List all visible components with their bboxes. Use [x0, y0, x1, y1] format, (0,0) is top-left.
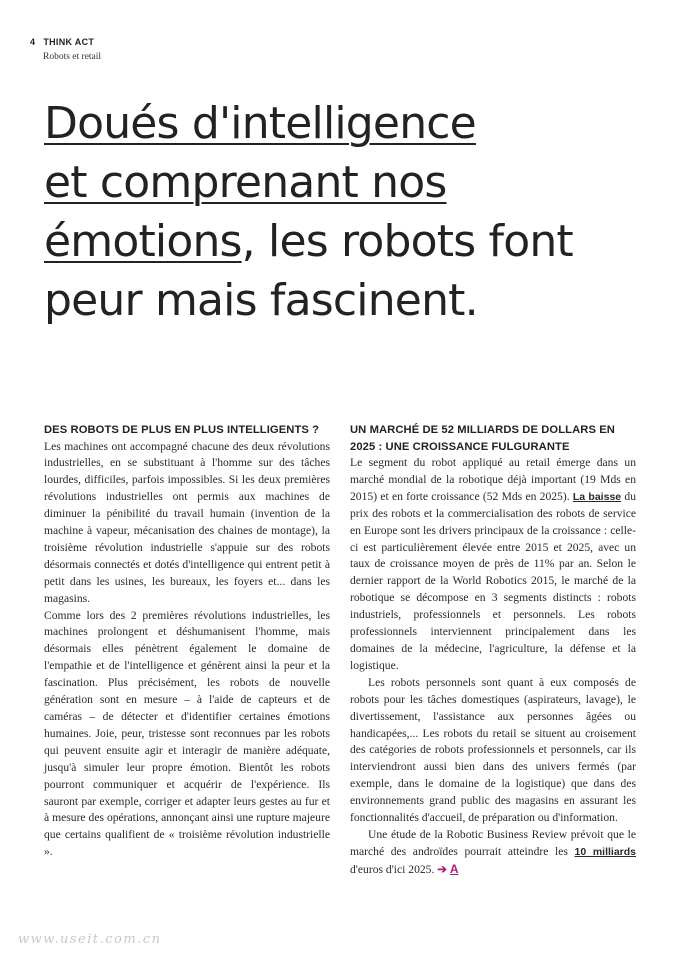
- page-number: 4: [30, 37, 36, 47]
- headline-line-1: Doués d'intelligence: [44, 98, 476, 149]
- section-name: Robots et retail: [43, 52, 102, 62]
- arrow-right-icon: ➔: [437, 862, 447, 876]
- publication-name: THINK ACT: [43, 37, 95, 47]
- paragraph-text: Une étude de la Robotic Business Review prévoit que le marché des androïdes pourrait atteindre les: [350, 827, 636, 858]
- watermark: www.useit.com.cn: [18, 932, 162, 947]
- right-column-paragraph-1: [350, 455, 636, 675]
- right-column: [350, 422, 636, 879]
- headline-line-3-rest: , les robots font: [241, 216, 573, 267]
- headline-line-4: peur mais fascinent.: [44, 275, 478, 326]
- headline: [44, 94, 654, 330]
- headline-line-2: et comprenant nos: [44, 157, 447, 208]
- right-column-paragraph-3: [350, 827, 636, 879]
- right-column-heading: UN MARCHÉ DE 52 MILLIARDS DE DOLLARS EN 2025 : UNE CROISSANCE FULGURANTE: [350, 424, 615, 453]
- left-column-paragraph-2: Comme lors des 2 premières révolutions industrielles, les machines prolongent et déshumanisent l'homme, mais désormais elles pénètrent également le domaine de l'empathie et de l'intelligence et génèrent ainsi la peur et la fascination. Plus précisément, les robots de nouvelle génération sont en mesure – à l'aide de capteurs et de caméras – de détecter et d'identifier certaines émotions humaines. Joie, peur, tristesse sont reconnues par les robots qui peuvent ensuite agir et interagir de manière adéquate, jusqu'à simuler leur propre émotion. Bientôt les robots pourront communiquer et acquérir de l'expérience. Ils sauront par exemple, corriger et adapter leurs gestes au fur et à mesure des opérations, annonçant ainsi une rupture majeure que certains qualifient de « troisième révolution industrielle ».: [44, 608, 330, 859]
- left-column: [44, 422, 330, 861]
- header-top-line: [30, 37, 94, 47]
- paragraph-text: Le segment du robot appliqué au retail émerge dans un marché mondial de la robotique déjà important (19 Mds en 2015) et en forte croissance (52 Mds en 2025).: [350, 456, 636, 503]
- highlight-10-milliards: 10 milliards: [574, 845, 637, 858]
- headline-line-3-underlined: émotions: [44, 216, 242, 267]
- left-column-heading: DES ROBOTS DE PLUS EN PLUS INTELLIGENTS ?: [44, 424, 320, 436]
- left-column-paragraph-1: Les machines ont accompagné chacune des deux révolutions industrielles, en se substituant à l'homme sur des tâches lourdes, difficiles, parfois impossibles. Si les deux premières révolutions industrielles ont permis aux machines de diminuer la pénibilité du travail humain (invention de la machine à vapeur, mécanisation des chaines de montage), la troisième révolution industrielle s'appuie sur des robots désormais connectés et dotés d'intelligence qui entrent petit à petit dans les usines, les bureaux, les foyers et... dans les magasins.: [44, 439, 330, 605]
- highlight-la-baisse: La baisse: [572, 490, 622, 503]
- page-header: [30, 37, 102, 62]
- reference-link-a[interactable]: A: [449, 861, 459, 876]
- paragraph-text: du prix des robots et la commercialisation des robots de service en Europe sont les drivers principaux de la croissance : celle-ci est particulièrement élevée entre 2015 et 2025, avec un taux de croissance moyen de près de 11% par an. Selon le dernier rapport de la World Robotics 2015, le marché de la robotique se décompose en 3 segments distincts : robots industriels, professionnels et personnels. Les robots professionnels interviennent principalement dans les domaines de la médecine, l'agriculture, la défense et la logistique.: [350, 489, 636, 672]
- paragraph-text: d'euros d'ici 2025.: [350, 862, 438, 876]
- right-column-paragraph-2: Les robots personnels sont quant à eux composés de robots pour les tâches domestiques (aspirateurs, lavage), le divertissement, l'assistance aux personnes âgées ou handicapées,... Les robots du retail se situent au croisement des catégories de robots professionnels et personnels, car ils interviendront aussi bien dans des univers fermés (par exemple, dans le domaine de la logistique) que dans des environnements grand public des magasins en assurant les fonctionnalités d'accueil, de préparation ou d'information.: [350, 675, 636, 825]
